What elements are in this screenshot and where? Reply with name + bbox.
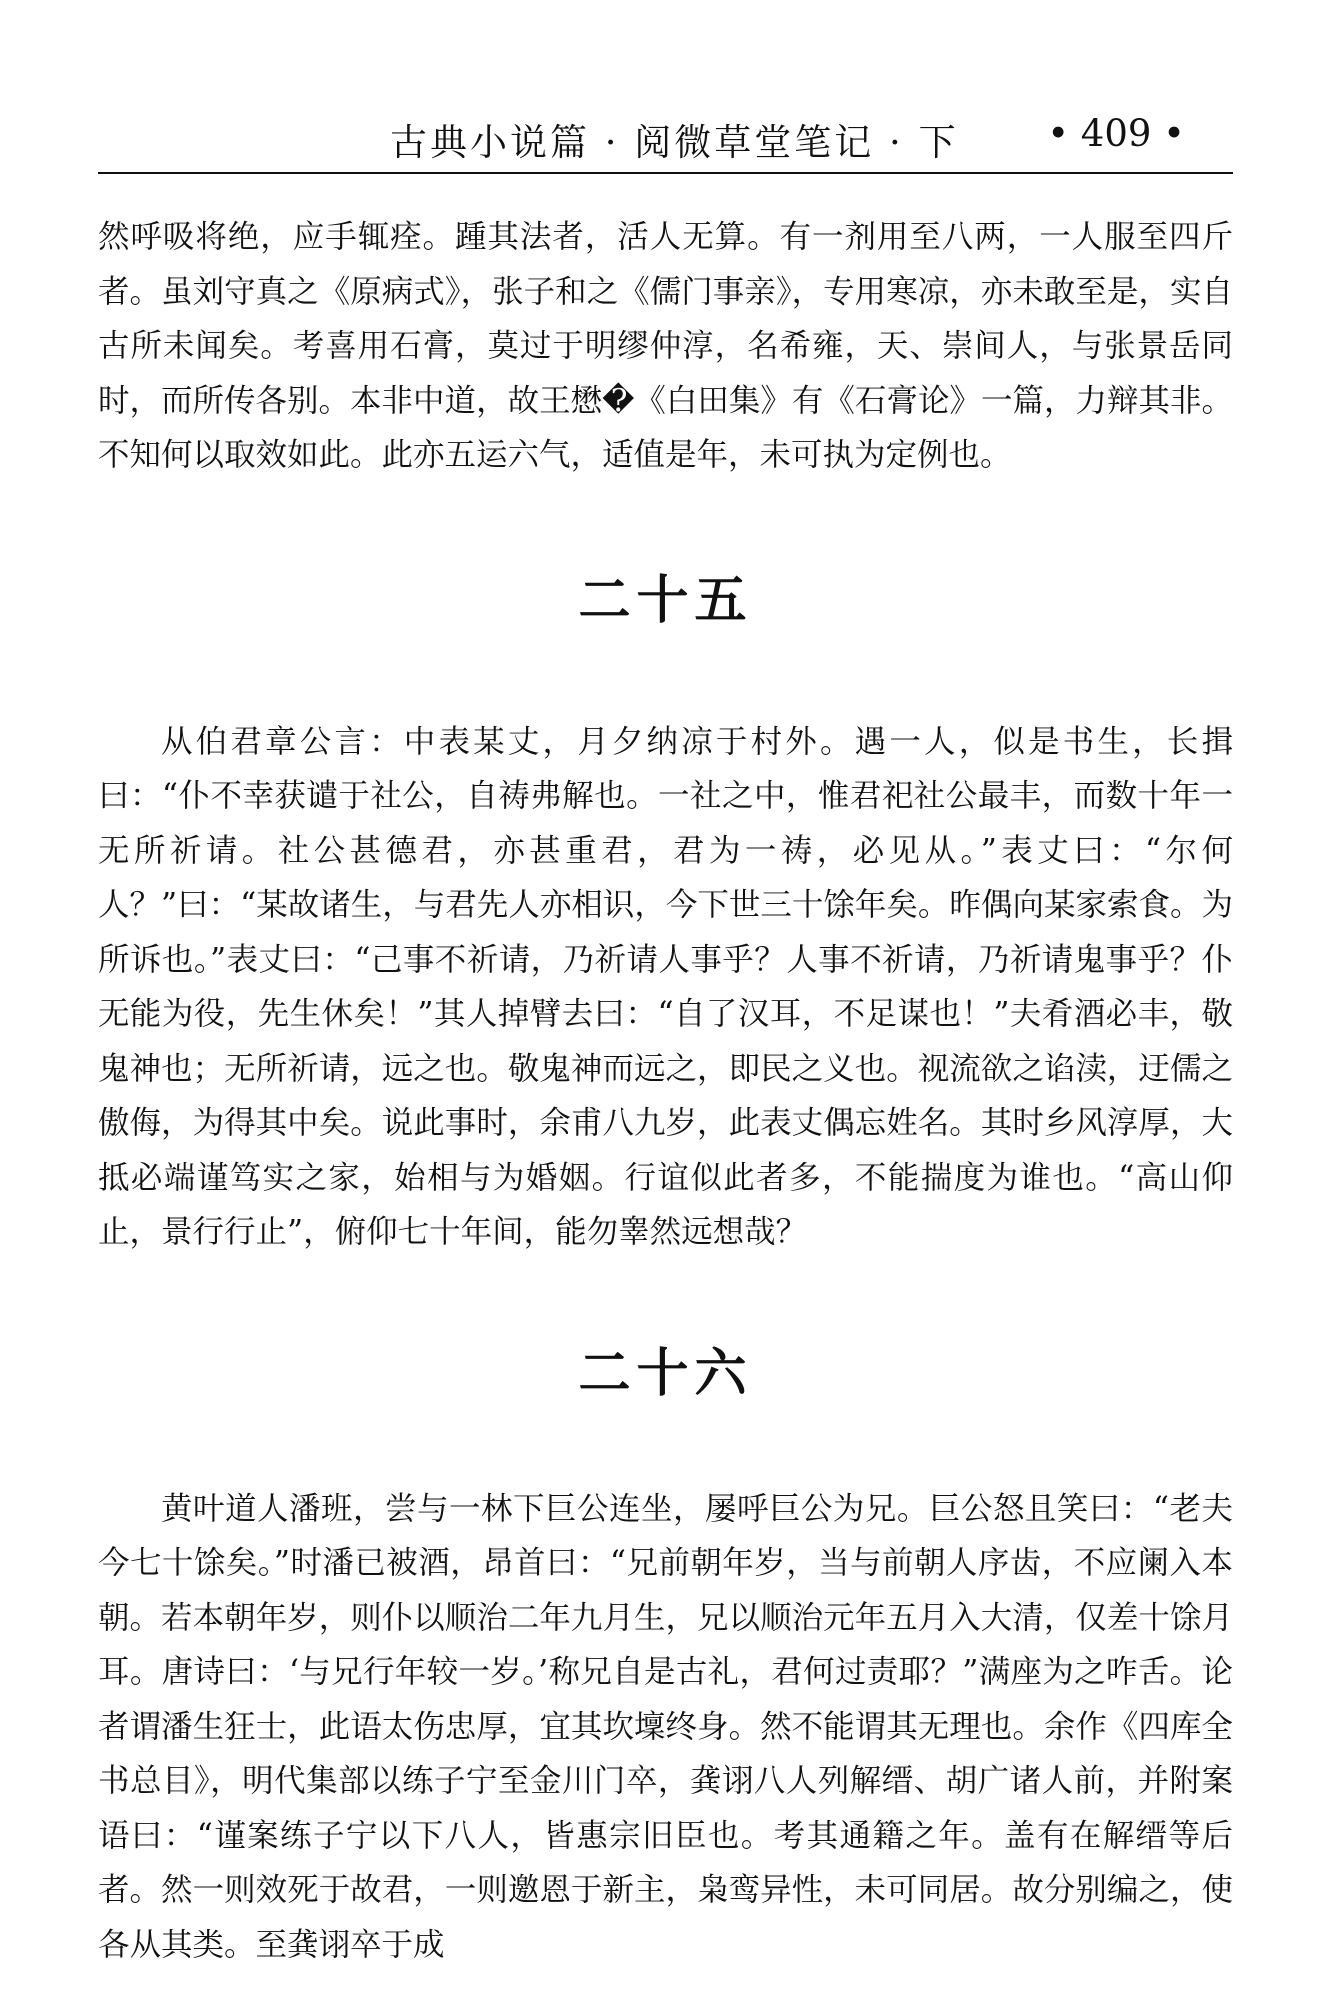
running-title: 古典小说篇 · 阅微草堂笔记 · 下	[390, 121, 959, 164]
page-body	[98, 210, 1233, 1972]
page-number: • 409 •	[1047, 112, 1185, 155]
section-heading-26: 二十六	[578, 1342, 753, 1404]
paragraph-continuation: 然呼吸将绝，应手辄痊。踵其法者，活人无算。有一剂用至八两，一人服至四斤者。虽刘守真之《原病式》，张子和之《儒门事亲》，专用寒凉，亦未敢至是，实自古所未闻矣。考喜用石膏，莫过于明缪仲淳，名希雍，天、崇间人，与张景岳同时，而所传各别。本非中道，故王懋�《白田集》有《石膏论》一篇，力辩其非。不知何以取效如此。此亦五运六气，适值是年，未可执为定例也。	[98, 219, 1233, 473]
paragraph-section-26: 黄叶道人潘班，尝与一林下巨公连坐，屡呼巨公为兄。巨公怒且笑曰：“老夫今七十馀矣。”时潘已被酒，昂首曰：“兄前朝年岁，当与前朝人序齿，不应阑入本朝。若本朝年岁，则仆以顺治二年九月生，兄以顺治元年五月入大清，仅差十馀月耳。唐诗曰：‘与兄行年较一岁。’称兄自是古礼，君何过责耶？”满座为之咋舌。论者谓潘生狂士，此语太伤忠厚，宜其坎壈终身。然不能谓其无理也。余作《四库全书总目》，明代集部以练子宁至金川门卒，龚诩八人列解缙、胡广诸人前，并附案语曰：“谨案练子宁以下八人，皆惠宗旧臣也。考其通籍之年。盖有在解缙等后者。然一则效死于故君，一则邀恩于新主，枭鸾异性，未可同居。故分别编之，使各从其类。至龚诩卒于成	[98, 1490, 1233, 1963]
section-heading-25: 二十五	[578, 569, 753, 631]
paragraph-section-25: 从伯君章公言：中表某丈，月夕纳凉于村外。遇一人，似是书生，长揖曰：“仆不幸获谴于社公，自祷弗解也。一社之中，惟君祀社公最丰，而数十年一无所祈请。社公甚德君，亦甚重君，君为一祷，必见从。”表丈曰：“尔何人？”曰：“某故诸生，与君先人亦相识，今下世三十馀年矣。昨偶向某家索食。为所诉也。”表丈曰：“己事不祈请，乃祈请人事乎？人事不祈请，乃祈请鬼事乎？仆无能为役，先生休矣！”其人掉臂去曰：“自了汉耳，不足谋也！”夫肴酒必丰，敬鬼神也；无所祈请，远之也。敬鬼神而远之，即民之义也。视流欲之谄渎，迂儒之傲侮，为得其中矣。说此事时，余甫八九岁，此表丈偶忘姓名。其时乡风淳厚，大抵必端谨笃实之家，始相与为婚姻。行谊似此者多，不能揣度为谁也。“高山仰止，景行行止”，俯仰七十年间，能勿睾然远想哉？	[98, 723, 1233, 1250]
page-header	[98, 100, 1233, 174]
